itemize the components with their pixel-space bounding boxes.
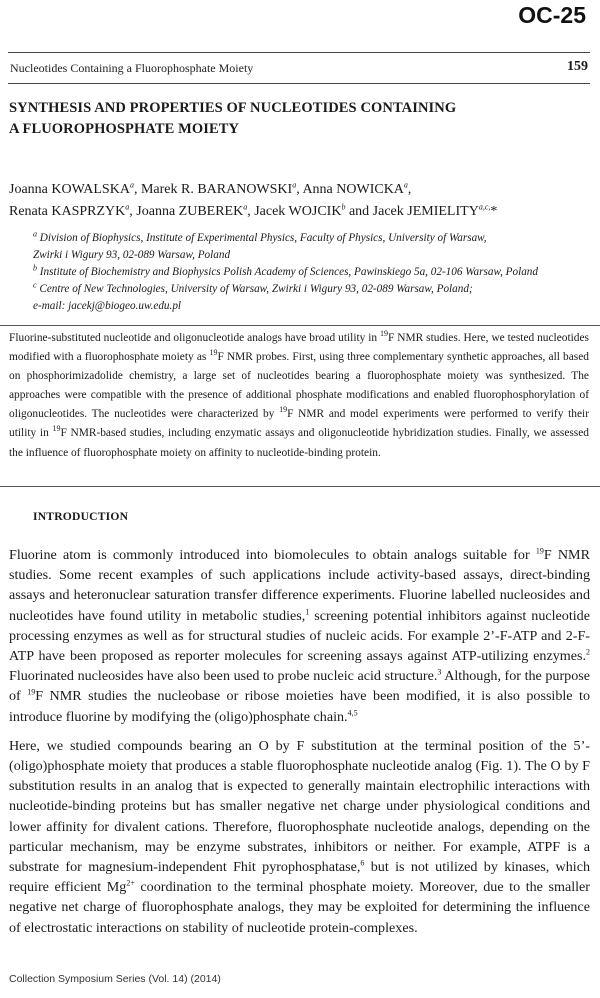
- citation-ref: 6: [360, 858, 365, 868]
- author-name: Marek R. BARANOWSKI: [140, 182, 293, 197]
- author-affiliation-mark: a: [243, 202, 248, 212]
- affiliation-a: [33, 230, 588, 247]
- author-affiliation-mark: a: [125, 202, 130, 212]
- affiliation-mark: a: [33, 229, 37, 239]
- paragraph-text: Although, for the purpose of: [9, 668, 590, 705]
- citation-ref: 1: [305, 606, 310, 616]
- paragraph-2: [9, 736, 590, 938]
- paragraph-text: screening potential inhibitors against nucleotide processing enzymes as well as for structural studies of nucleic acids. For example 2’-F-ATP and 2-F-ATP have been proposed as reporter molecules for screening assays against ATP-utilizing enzymes.: [9, 607, 590, 665]
- affiliations: [33, 230, 588, 315]
- author-name: Renata KASPRZYK: [9, 204, 126, 219]
- author-separator: and: [345, 204, 373, 219]
- running-title: Nucleotides Containing a Fluorophosphate Moiety: [10, 61, 254, 75]
- abstract-text: Fluorine-substituted nucleotide and oligonucleotide analogs have broad utility in: [9, 332, 381, 344]
- superscript: 19: [209, 348, 218, 358]
- paragraph-text: F NMR studies the nucleobase or ribose moieties have been modified, it is also possible to introduce fluorine by modifying the (oligo)phosphate chain.: [9, 688, 590, 725]
- superscript: 19: [279, 405, 288, 415]
- superscript: 19: [535, 546, 544, 556]
- section-heading-introduction: INTRODUCTION: [33, 510, 129, 523]
- author-affiliation-mark: a: [403, 180, 408, 190]
- title-line-1: SYNTHESIS AND PROPERTIES OF NUCLEOTIDES CONTAINING: [9, 100, 457, 116]
- paragraph-text: Fluorinated nucleosides have also been used to probe nucleic acid structure.: [9, 668, 438, 685]
- paper-title: [9, 98, 569, 140]
- author-list: [9, 179, 589, 223]
- superscript: 19: [52, 424, 61, 434]
- author-affiliation-mark: a,c,: [478, 202, 491, 212]
- affiliation-text: Centre of New Technologies, University of Warsaw, Zwirki i Wigury 93, 02-089 Warsaw, Poland;: [39, 283, 473, 295]
- abstract-text: F NMR and model experiments were performed to verify their utility in: [9, 408, 589, 440]
- affiliation-b: [33, 264, 588, 281]
- author-affiliation-mark: a: [129, 180, 134, 190]
- paragraph-text: coordination to the terminal phosphate moiety. Moreover, due to the smaller negative net charge of fluorophosphate analogs, they may be exploited for determining the influence of electrostatic interactions on stability of nucleotide protein-complexes.: [9, 879, 590, 936]
- author-name: Jacek JEMIELITY: [372, 204, 479, 219]
- author-name: Joanna KOWALSKA: [9, 182, 130, 197]
- author-separator: ,: [247, 204, 255, 219]
- abstract: [9, 329, 589, 463]
- paragraph-text: Here, we studied compounds bearing an O by F substitution at the terminal position of the 5’-(oligo)phosphate moiety that produces a stable fluorophosphate nucleotide analog (Fig. 1). The O by F substitution results in an analog that is expected to generally maintain electrophilic interactions with nucleotide-binding proteins but has smaller negative net charge under physiological conditions and lower affinity for divalent cations. Therefore, fluorophosphate nucleotide analogs, depending on the particular mechanism, may be enzyme substrates, inhibitors or neither. For example, ATPF is a substrate for magnesium-independent Fhit pyrophosphatase,: [9, 737, 590, 876]
- superscript: 2+: [126, 878, 135, 888]
- affiliation-a-cont: Zwirki i Wigury 93, 02-089 Warsaw, Poland: [33, 249, 231, 261]
- citation-ref: 2: [586, 647, 590, 657]
- superscript: 19: [380, 329, 389, 339]
- abstract-text: F NMR-based studies, including enzymatic assays and oligonucleotide hybridization studies. Finally, we assessed the influence of fluorophosphate moiety on affinity to nucleotide-binding protein.: [9, 427, 589, 459]
- author-separator: ,: [129, 204, 137, 219]
- author-separator: ,: [133, 182, 141, 197]
- paragraph-1: [9, 545, 590, 727]
- abstract-text: F NMR studies. Here, we tested nucleotides modified with a fluorophosphate moiety as: [9, 332, 589, 364]
- contact-email: e-mail: jacekj@biogeo.uw.edu.pl: [33, 300, 182, 312]
- title-line-2: A FLUOROPHOSPHATE MOIETY: [9, 121, 240, 137]
- affiliation-text: Division of Biophysics, Institute of Experimental Physics, Faculty of Physics, University of Warsaw,: [39, 232, 487, 244]
- affiliation-mark: c: [33, 280, 37, 290]
- affiliation-text: Institute of Biochemistry and Biophysics Polish Academy of Sciences, Pawinskiego 5a, 02-106 Warsaw, Poland: [39, 266, 538, 278]
- abstract-rule-top: [0, 325, 600, 326]
- abstract-rule-bottom: [0, 486, 600, 487]
- citation-ref: 4,5: [347, 707, 358, 717]
- author-separator: ,: [296, 182, 303, 197]
- author-name: Jacek WOJCIK: [254, 204, 342, 219]
- footer-series: Collection Symposium Series (Vol. 14) (2014): [9, 973, 221, 985]
- citation-ref: 3: [437, 667, 442, 677]
- header-rule-top: [8, 52, 590, 53]
- abstract-text: F NMR probes. First, using three complementary synthetic approaches, all based on phosphorimizadolide chemistry, a large set of nucleotides bearing a fluorophosphate moiety was synthesized. The approaches were compatible with the presence of additional phosphate modifications and enabled fluorophosphorylation of oligonucleotides. The nucleotides were characterized by: [9, 351, 589, 421]
- page-number: 159: [567, 59, 588, 74]
- author-affiliation-mark: b: [341, 202, 346, 212]
- paragraph-text: but is not utilized by kinases, which require efficient Mg: [9, 859, 591, 896]
- corresponding-author-mark: *: [490, 204, 498, 219]
- paragraph-text: F NMR studies. Some recent examples of such applications include activity-based assays, direct-binding assays and heteronuclear saturation transfer difference experiments. Fluorine labelled nucleosides and nucleotides have found utility in metabolic studies,: [9, 547, 590, 624]
- body-text: [9, 545, 590, 947]
- author-name: Anna NOWICKA: [302, 182, 404, 197]
- header-rule-bottom: [8, 83, 590, 84]
- paragraph-text: Fluorine atom is commonly introduced into biomolecules to obtain analogs suitable for: [9, 547, 536, 563]
- author-name: Joanna ZUBEREK: [136, 204, 244, 219]
- author-affiliation-mark: a: [292, 180, 297, 190]
- abstract-code: OC-25: [518, 2, 586, 28]
- author-separator: ,: [407, 182, 412, 197]
- affiliation-mark: b: [33, 263, 37, 273]
- affiliation-c: [33, 281, 588, 298]
- superscript: 19: [27, 687, 36, 697]
